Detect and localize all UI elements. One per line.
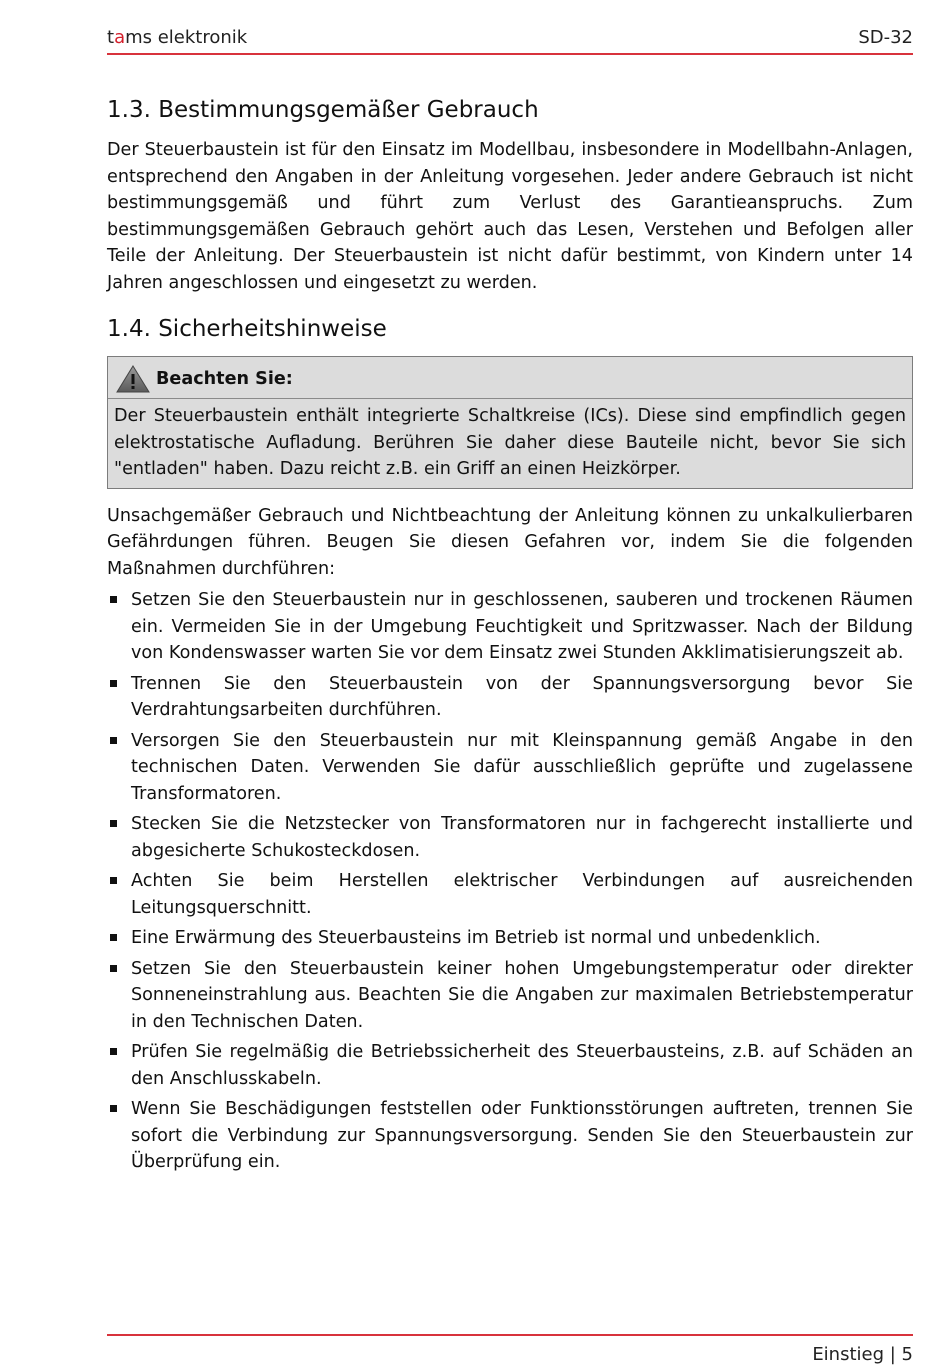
footer-rule [107,1334,913,1336]
bullet-icon [110,965,117,972]
footer-page-label: Einstieg | 5 [812,1344,913,1365]
intended-use-paragraph: Der Steuerbaustein ist für den Einsatz im Modellbau, insbesondere in Modellbahn-Anlagen, entsprechend den Angaben in der Anleitung vorgesehen. Jeder andere Gebrauch ist nicht bestimmungsgemäß und führt zum Verlust des Garantieanspruchs. Zum bestimmungsgemäßen Gebrauch gehört auch das Lesen, Verstehen und Befolgen aller Teile der Anleitung. Der Steuerbaustein ist nicht dafür bestimmt, von Kindern unter 14 Jahren angeschlossen und eingesetzt zu werden. [107,140,913,293]
page-content [107,93,913,1180]
brand-name: tams elektronik [107,27,248,48]
section-title-intended-use: 1.3. Bestimmungsgemäßer Gebrauch [107,97,539,123]
safety-intro-paragraph: Unsachgemäßer Gebrauch und Nichtbeachtung der Anleitung können zu unkalkulierbaren Gefährdungen führen. Beugen Sie diesen Gefahren vor, indem Sie die folgenden Maßnahmen durchführen: [107,505,913,579]
list-item: Setzen Sie den Steuerbaustein keiner hohen Umgebungstemperatur oder direkter Sonneneinstrahlung aus. Beachten Sie die Angaben zur maximalen Betriebstemperatur in den Technischen Daten. [107,956,913,1036]
list-item: Versorgen Sie den Steuerbaustein nur mit Kleinspannung gemäß Angabe in den technischen Daten. Verwenden Sie dafür ausschließlich geprüfte und zugelassene Transformatoren. [107,728,913,808]
bullet-icon [110,680,117,687]
list-item: Stecken Sie die Netzstecker von Transformatoren nur in fachgerecht installierte und abgesicherte Schukosteckdosen. [107,811,913,864]
bullet-icon [110,934,117,941]
bullet-icon [110,820,117,827]
warning-notice-box [107,356,913,489]
safety-measures-list [107,587,913,1176]
document-id: SD-32 [858,27,913,48]
notice-title: Beachten Sie: [156,368,293,389]
notice-body: Der Steuerbaustein enthält integrierte Schaltkreise (ICs). Diese sind empfindlich gegen elektrostatische Aufladung. Berühren Sie daher diese Bauteile nicht, bevor Sie sich "entladen" haben. Dazu reicht z.B. ein Griff an einen Heizkörper. [114,406,906,479]
list-item: Achten Sie beim Herstellen elektrischer Verbindungen auf ausreichenden Leitungsquerschnitt. [107,868,913,921]
list-item: Eine Erwärmung des Steuerbausteins im Betrieb ist normal und unbedenklich. [107,925,913,952]
section-title-safety: 1.4. Sicherheitshinweise [107,316,387,342]
bullet-icon [110,1048,117,1055]
list-item: Wenn Sie Beschädigungen feststellen oder Funktionsstörungen auftreten, trennen Sie sofort die Verbindung zur Spannungsversorgung. Senden Sie den Steuerbaustein zur Überprüfung ein. [107,1096,913,1176]
list-item: Setzen Sie den Steuerbaustein nur in geschlossenen, sauberen und trockenen Räumen ein. Vermeiden Sie in der Umgebung Feuchtigkeit und Spritzwasser. Nach der Bildung von Kondenswasser warten Sie vor dem Einsatz zwei Stunden Akklimatisierungszeit ab. [107,587,913,667]
warning-icon [116,365,150,393]
bullet-icon [110,1105,117,1112]
list-item: Trennen Sie den Steuerbaustein von der Spannungsversorgung bevor Sie Verdrahtungsarbeiten durchführen. [107,671,913,724]
notice-header [114,362,906,396]
bullet-icon [110,596,117,603]
list-item: Prüfen Sie regelmäßig die Betriebssicherheit des Steuerbausteins, z.B. auf Schäden an den Anschlusskabeln. [107,1039,913,1092]
bullet-icon [110,737,117,744]
notice-divider [108,398,912,399]
header-rule [107,53,913,55]
bullet-icon [110,877,117,884]
